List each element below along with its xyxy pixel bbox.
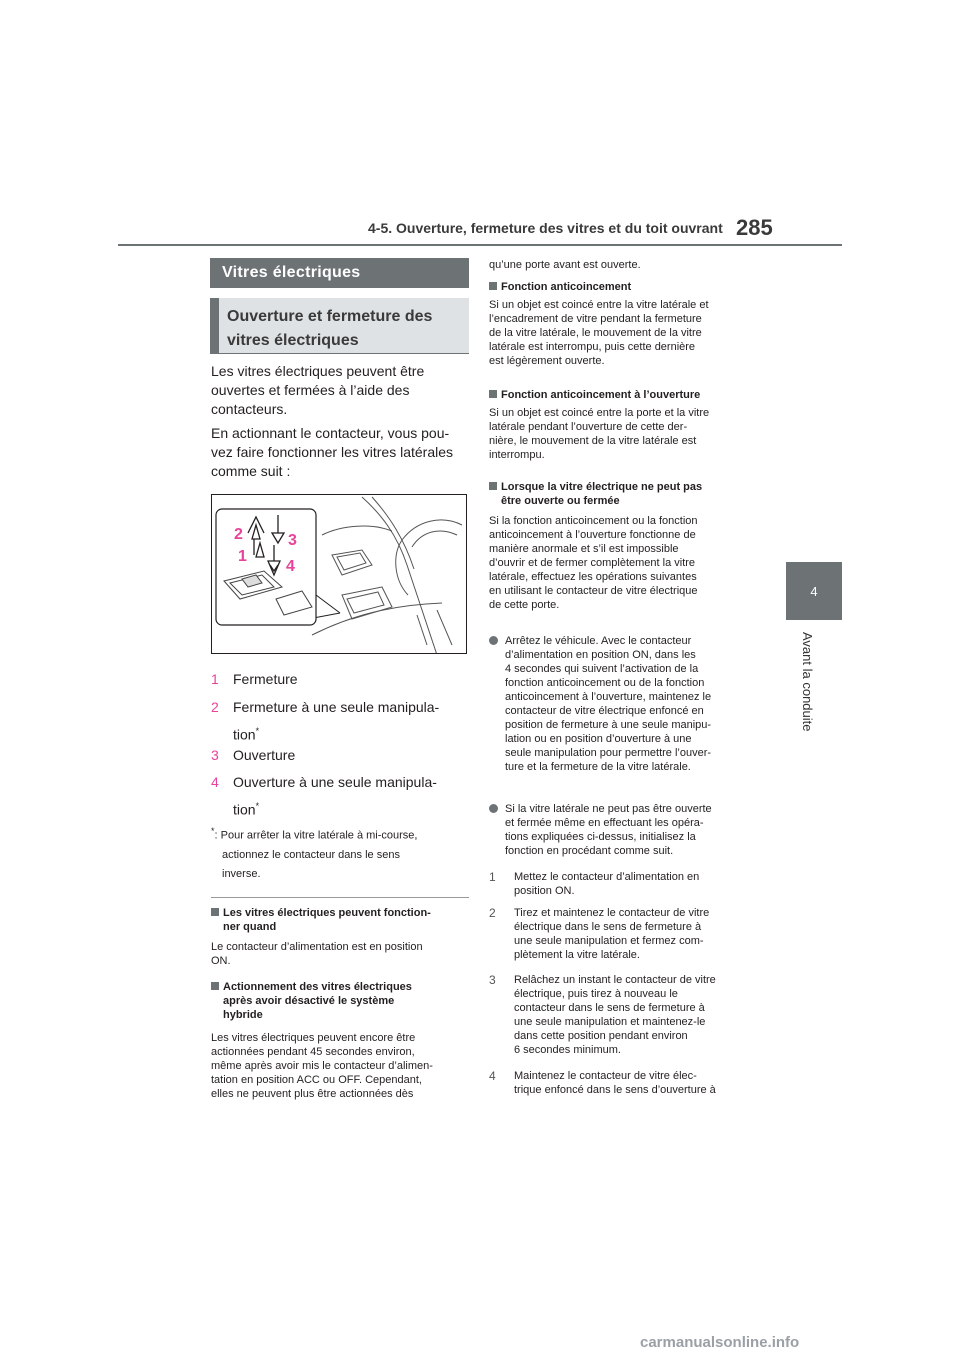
window-switch-illustration [211, 494, 467, 654]
text-line: inverse. [222, 867, 261, 880]
text-line: de la vitre latérale, le mouvement de la vitre [489, 327, 702, 339]
text-line: tation en position ACC ou OFF. Cependant, [211, 1074, 422, 1086]
step-number: 1 [489, 870, 496, 884]
text-line: Mettez le contacteur d’alimentation en [514, 871, 700, 883]
text-line: Tirez et maintenez le contacteur de vitre [514, 907, 710, 919]
text-line: nière, le mouvement de la vitre latérale est [489, 435, 697, 447]
text-line: électrique dans le sens de fermeture à [514, 921, 702, 933]
text-line: Relâchez un instant le contacteur de vitre [514, 974, 716, 986]
running-header: 4-5. Ouverture, fermeture des vitres et du toit ouvrant [368, 220, 723, 236]
chapter-tab [786, 562, 842, 620]
note-heading: Fonction anticoincement [489, 280, 759, 294]
square-bullet-icon [211, 908, 219, 916]
text-line: l’encadrement de vitre pendant la fermeture [489, 313, 702, 325]
square-bullet-icon [211, 982, 219, 990]
square-bullet-icon [489, 282, 497, 290]
step-item [489, 870, 761, 898]
note-heading [211, 906, 471, 934]
bullet-item [489, 802, 761, 858]
chapter-number: 4 [810, 583, 818, 599]
item-text: Fermeture à une seule manipula- [233, 699, 440, 715]
text-line: 6 secondes minimum. [514, 1044, 621, 1056]
text-line: une seule manipulation et fermez com- [514, 935, 704, 947]
text-line: d’ouvrir et de fermer complètement la vitre [489, 557, 696, 569]
text-line: Le contacteur d’alimentation est en position [211, 941, 423, 953]
subsection-title [210, 298, 469, 354]
note-body [211, 940, 471, 968]
footnote-marker: * [211, 826, 215, 836]
list-item [211, 773, 437, 792]
text-line: plètement la vitre latérale. [514, 949, 640, 961]
note-body [489, 514, 759, 612]
text-line: Si un objet est coincé entre la vitre latérale et [489, 299, 709, 311]
text-line: actionnées pendant 45 secondes environ, [211, 1046, 415, 1058]
text-line: de cette porte. [489, 599, 560, 611]
note-body [489, 298, 759, 368]
text-line: actionnez le contacteur dans le sens [222, 848, 400, 861]
text-line: latérale est interrompu, puis cette dernière [489, 341, 696, 353]
continued-text: qu’une porte avant est ouverte. [489, 259, 641, 271]
round-bullet-icon [489, 636, 498, 645]
callout-label-2: 2 [234, 526, 243, 543]
text-line: une seule manipulation et maintenez-le [514, 1016, 706, 1028]
text-line: comme suit : [211, 463, 291, 479]
text-line: contacteur dans le sens de fermeture à [514, 1002, 705, 1014]
text-line: dans cette position pendant environ [514, 1030, 688, 1042]
text-line: Si un objet est coincé entre la porte et la vitre [489, 407, 710, 419]
text-line: 4 secondes qui suivent l’activation de la [505, 663, 699, 675]
step-item [489, 973, 761, 1057]
text-line: contacteurs. [211, 401, 288, 417]
step-item [489, 906, 761, 962]
text-line: Actionnement des vitres électriques [211, 980, 471, 994]
text-line: d’alimentation en position ON, dans les [505, 649, 696, 661]
item-text: Ouverture à une seule manipula- [233, 774, 437, 790]
list-item-continuation [233, 797, 259, 820]
text-line: manière anormale et s’il est impossible [489, 543, 679, 555]
square-bullet-icon [489, 390, 497, 398]
text-line: seule manipulation pour permettre l’ouver- [505, 747, 712, 759]
text-line: ner quand [223, 921, 277, 933]
step-number: 2 [489, 906, 496, 920]
text-line: En actionnant le contacteur, vous pou- [211, 425, 450, 441]
header-rule [118, 244, 842, 246]
step-item [489, 1069, 761, 1097]
footnote-star: * [255, 801, 260, 811]
text-line: électrique, puis tirez à nouveau le [514, 988, 678, 1000]
intro-paragraph-2 [211, 424, 469, 481]
square-bullet-icon [489, 482, 497, 490]
round-bullet-icon [489, 804, 498, 813]
callout-label-4: 4 [286, 558, 295, 575]
list-item [211, 670, 298, 689]
illustration-drawing [212, 495, 467, 654]
list-item [211, 746, 295, 765]
section-divider [211, 897, 469, 898]
text-line: hybride [223, 1009, 263, 1021]
text-line: Les vitres électriques peuvent encore être [211, 1032, 416, 1044]
text-line [211, 822, 469, 846]
text-line: latérale, effectuez les opérations suivantes [489, 571, 697, 583]
text-line: Maintenez le contacteur de vitre élec- [514, 1070, 697, 1082]
text-line: anticoincement à l’ouverture, maintenez le [505, 691, 712, 703]
footnote-star: * [255, 726, 260, 736]
footnote [211, 822, 469, 884]
text-line: Les vitres électriques peuvent être [211, 363, 425, 379]
page-number: 285 [736, 215, 773, 240]
text-line: position de fermeture à une seule manipu- [505, 719, 712, 731]
item-number: 4 [211, 774, 219, 790]
note-heading [211, 980, 471, 1022]
bullet-item [489, 634, 761, 774]
list-item [211, 698, 439, 717]
text-line: position ON. [514, 885, 575, 897]
subsection-title-line1: Ouverture et fermeture des [227, 308, 433, 325]
text-line: Si la vitre latérale ne peut pas être ouverte [505, 803, 712, 815]
watermark: carmanualsonline.info [640, 1334, 800, 1351]
text-line: vez faire fonctionner les vitres latérales [211, 444, 453, 460]
callout-label-3: 3 [288, 532, 297, 549]
subsection-title-line2: vitres électriques [227, 332, 359, 349]
text-line: est légèrement ouverte. [489, 355, 605, 367]
note-heading: Fonction anticoincement à l’ouverture [489, 388, 759, 402]
section-title: Vitres électriques [210, 258, 469, 288]
text-line: fonction anticoincement ou de la fonction [505, 677, 705, 689]
chapter-label-text: Avant la conduite [800, 632, 815, 732]
text-line: fonction en procédant comme suit. [505, 845, 674, 857]
intro-paragraph-1 [211, 362, 469, 419]
text-line: même après avoir mis le contacteur d’alimen- [211, 1060, 433, 1072]
text-line: elles ne peuvent plus être actionnées dès [211, 1088, 414, 1100]
text-line: interrompu. [489, 449, 545, 461]
item-number: 1 [211, 671, 219, 687]
item-number: 2 [211, 699, 219, 715]
note-body [211, 1031, 473, 1101]
text-line: anticoincement à l’ouverture fonctionne de [489, 529, 696, 541]
step-number: 4 [489, 1069, 496, 1083]
item-text: Fermeture [233, 671, 298, 687]
list-item-continuation [233, 722, 259, 745]
text-line: lation ou en position d’ouverture à une [505, 733, 692, 745]
text-line: ON. [211, 955, 231, 967]
text-line: tions expliquées ci-dessus, initialisez la [505, 831, 696, 843]
step-number: 3 [489, 973, 496, 987]
text-line: en utilisant le contacteur de vitre électrique [489, 585, 698, 597]
text-line: ture et la fermeture de la vitre latérale. [505, 761, 691, 773]
item-number: 3 [211, 747, 219, 763]
text-line: et fermée même en effectuant les opéra- [505, 817, 704, 829]
text-line: Arrêtez le véhicule. Avec le contacteur [505, 635, 692, 647]
callout-label-1: 1 [238, 548, 247, 565]
text-line: être ouverte ou fermée [501, 495, 620, 507]
text-line: ouvertes et fermées à l’aide des [211, 382, 410, 398]
note-heading [489, 480, 759, 508]
item-text: tion [233, 726, 256, 743]
item-text: Ouverture [233, 747, 296, 763]
text-line: Lorsque la vitre électrique ne peut pas [489, 480, 759, 494]
footnote-text: : Pour arrêter la vitre latérale à mi-course, [214, 829, 418, 842]
note-body [489, 406, 759, 462]
chapter-label [800, 632, 828, 742]
text-line: latérale pendant l’ouverture de cette der- [489, 421, 688, 433]
text-line: Si la fonction anticoincement ou la fonction [489, 515, 698, 527]
text-line: trique enfoncé dans le sens d’ouverture à [514, 1084, 716, 1096]
text-line: après avoir désactivé le système [223, 995, 395, 1007]
text-line: Les vitres électriques peuvent fonction- [211, 906, 471, 920]
item-text: tion [233, 801, 256, 818]
text-line: contacteur de vitre électrique enfoncé en [505, 705, 704, 717]
